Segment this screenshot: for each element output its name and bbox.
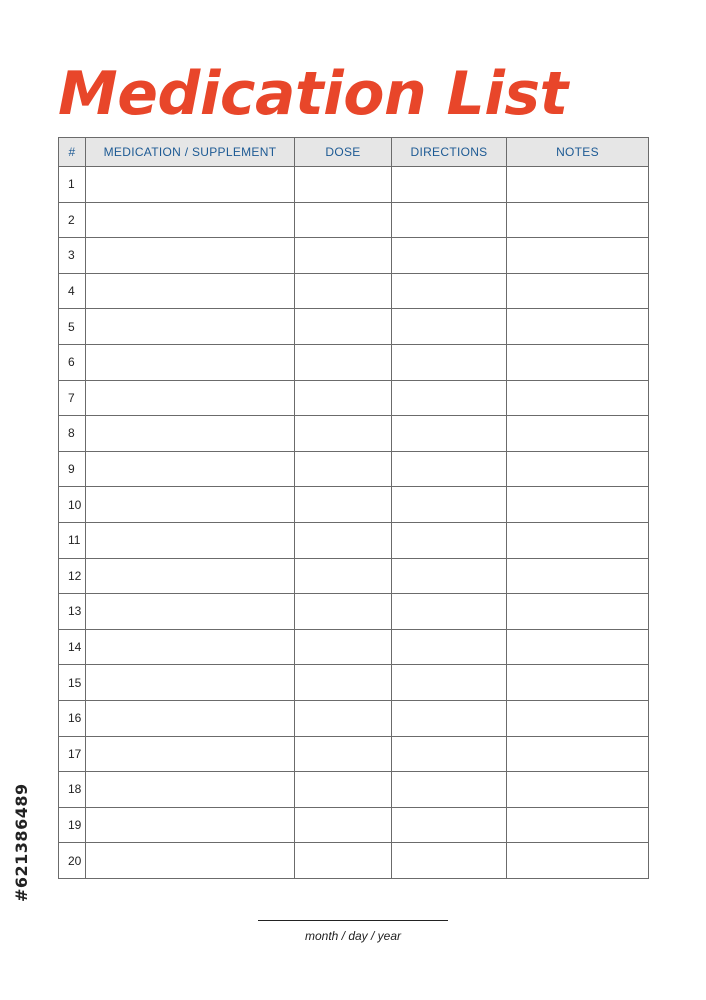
- notes-cell[interactable]: [507, 772, 649, 808]
- table-row: [59, 202, 649, 238]
- dose-cell[interactable]: [295, 238, 392, 274]
- notes-cell[interactable]: [507, 629, 649, 665]
- directions-cell[interactable]: [392, 487, 507, 523]
- row-number: 15: [59, 665, 86, 701]
- dose-cell[interactable]: [295, 451, 392, 487]
- row-number: 11: [59, 522, 86, 558]
- table-row: [59, 700, 649, 736]
- directions-cell[interactable]: [392, 665, 507, 701]
- medication-cell[interactable]: [86, 736, 295, 772]
- table-row: [59, 736, 649, 772]
- dose-cell[interactable]: [295, 665, 392, 701]
- notes-cell[interactable]: [507, 380, 649, 416]
- table-row: [59, 451, 649, 487]
- column-header-medication: MEDICATION / SUPPLEMENT: [86, 138, 295, 167]
- row-number: 19: [59, 807, 86, 843]
- table-row: [59, 487, 649, 523]
- table-row: [59, 594, 649, 630]
- directions-cell[interactable]: [392, 344, 507, 380]
- medication-cell[interactable]: [86, 772, 295, 808]
- medication-cell[interactable]: [86, 451, 295, 487]
- medication-cell[interactable]: [86, 202, 295, 238]
- row-number: 5: [59, 309, 86, 345]
- notes-cell[interactable]: [507, 202, 649, 238]
- table-header-row: [59, 138, 649, 167]
- dose-cell[interactable]: [295, 843, 392, 879]
- medication-cell[interactable]: [86, 665, 295, 701]
- table-row: [59, 344, 649, 380]
- row-number: 1: [59, 167, 86, 203]
- notes-cell[interactable]: [507, 238, 649, 274]
- dose-cell[interactable]: [295, 309, 392, 345]
- medication-cell[interactable]: [86, 700, 295, 736]
- medication-cell[interactable]: [86, 522, 295, 558]
- notes-cell[interactable]: [507, 558, 649, 594]
- notes-cell[interactable]: [507, 736, 649, 772]
- directions-cell[interactable]: [392, 558, 507, 594]
- side-id-text: #621386489: [12, 783, 31, 902]
- table-row: [59, 380, 649, 416]
- row-number: 14: [59, 629, 86, 665]
- directions-cell[interactable]: [392, 202, 507, 238]
- notes-cell[interactable]: [507, 594, 649, 630]
- row-number: 2: [59, 202, 86, 238]
- column-header-number: #: [59, 138, 86, 167]
- medication-cell[interactable]: [86, 416, 295, 452]
- table-body: [59, 167, 649, 879]
- dose-cell[interactable]: [295, 167, 392, 203]
- directions-cell[interactable]: [392, 380, 507, 416]
- table-row: [59, 309, 649, 345]
- row-number: 18: [59, 772, 86, 808]
- medication-cell[interactable]: [86, 238, 295, 274]
- table-row: [59, 167, 649, 203]
- dose-cell[interactable]: [295, 344, 392, 380]
- row-number: 13: [59, 594, 86, 630]
- directions-cell[interactable]: [392, 736, 507, 772]
- notes-cell[interactable]: [507, 451, 649, 487]
- medication-cell[interactable]: [86, 843, 295, 879]
- table-row: [59, 522, 649, 558]
- row-number: 4: [59, 273, 86, 309]
- directions-cell[interactable]: [392, 309, 507, 345]
- directions-cell[interactable]: [392, 772, 507, 808]
- directions-cell[interactable]: [392, 167, 507, 203]
- row-number: 20: [59, 843, 86, 879]
- row-number: 17: [59, 736, 86, 772]
- dose-cell[interactable]: [295, 273, 392, 309]
- column-header-dose: DOSE: [295, 138, 392, 167]
- notes-cell[interactable]: [507, 700, 649, 736]
- notes-cell[interactable]: [507, 273, 649, 309]
- directions-cell[interactable]: [392, 700, 507, 736]
- dose-cell[interactable]: [295, 594, 392, 630]
- dose-cell[interactable]: [295, 558, 392, 594]
- notes-cell[interactable]: [507, 522, 649, 558]
- medication-cell[interactable]: [86, 594, 295, 630]
- directions-cell[interactable]: [392, 807, 507, 843]
- notes-cell[interactable]: [507, 487, 649, 523]
- dose-cell[interactable]: [295, 772, 392, 808]
- notes-cell[interactable]: [507, 416, 649, 452]
- table-row: [59, 807, 649, 843]
- directions-cell[interactable]: [392, 629, 507, 665]
- row-number: 16: [59, 700, 86, 736]
- notes-cell[interactable]: [507, 807, 649, 843]
- table-row: [59, 238, 649, 274]
- medication-cell[interactable]: [86, 309, 295, 345]
- notes-cell[interactable]: [507, 344, 649, 380]
- medication-cell[interactable]: [86, 344, 295, 380]
- notes-cell[interactable]: [507, 665, 649, 701]
- table-row: [59, 416, 649, 452]
- dose-cell[interactable]: [295, 487, 392, 523]
- medication-table: [58, 137, 649, 879]
- dose-cell[interactable]: [295, 416, 392, 452]
- page-title: Medication List: [58, 59, 568, 129]
- notes-cell[interactable]: [507, 843, 649, 879]
- date-signature-line: [258, 920, 448, 921]
- dose-cell[interactable]: [295, 522, 392, 558]
- directions-cell[interactable]: [392, 594, 507, 630]
- row-number: 6: [59, 344, 86, 380]
- column-header-notes: NOTES: [507, 138, 649, 167]
- notes-cell[interactable]: [507, 167, 649, 203]
- table-row: [59, 629, 649, 665]
- row-number: 8: [59, 416, 86, 452]
- date-label: month / day / year: [304, 929, 402, 943]
- medication-cell[interactable]: [86, 558, 295, 594]
- directions-cell[interactable]: [392, 273, 507, 309]
- table-row: [59, 843, 649, 879]
- directions-cell[interactable]: [392, 451, 507, 487]
- table-row: [59, 665, 649, 701]
- directions-cell[interactable]: [392, 522, 507, 558]
- row-number: 12: [59, 558, 86, 594]
- medication-cell[interactable]: [86, 487, 295, 523]
- medication-cell[interactable]: [86, 167, 295, 203]
- dose-cell[interactable]: [295, 380, 392, 416]
- row-number: 10: [59, 487, 86, 523]
- directions-cell[interactable]: [392, 843, 507, 879]
- column-header-directions: DIRECTIONS: [392, 138, 507, 167]
- dose-cell[interactable]: [295, 700, 392, 736]
- dose-cell[interactable]: [295, 736, 392, 772]
- dose-cell[interactable]: [295, 807, 392, 843]
- medication-cell[interactable]: [86, 273, 295, 309]
- medication-cell[interactable]: [86, 807, 295, 843]
- directions-cell[interactable]: [392, 238, 507, 274]
- row-number: 9: [59, 451, 86, 487]
- notes-cell[interactable]: [507, 309, 649, 345]
- table-row: [59, 772, 649, 808]
- table-row: [59, 273, 649, 309]
- dose-cell[interactable]: [295, 202, 392, 238]
- row-number: 3: [59, 238, 86, 274]
- medication-cell[interactable]: [86, 629, 295, 665]
- row-number: 7: [59, 380, 86, 416]
- dose-cell[interactable]: [295, 629, 392, 665]
- directions-cell[interactable]: [392, 416, 507, 452]
- table-row: [59, 558, 649, 594]
- medication-cell[interactable]: [86, 380, 295, 416]
